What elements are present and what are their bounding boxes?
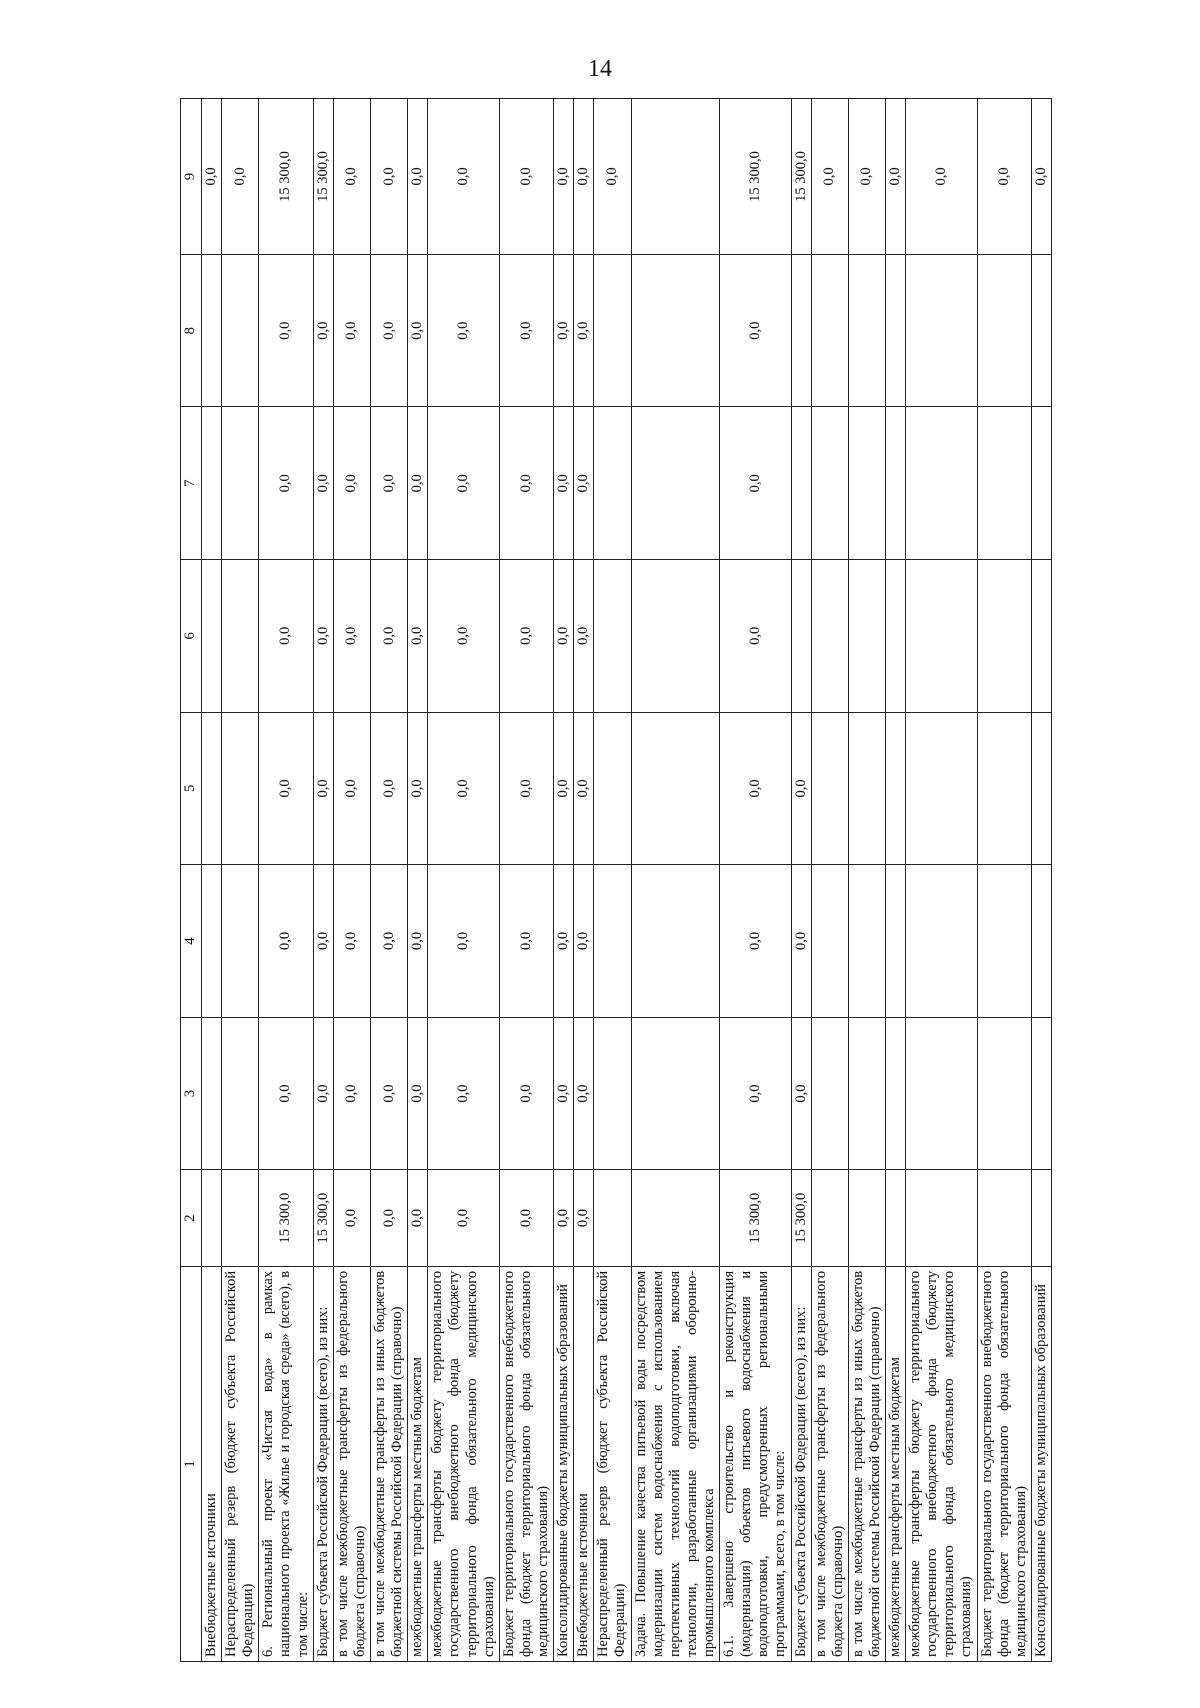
value-cell: [202, 560, 222, 713]
column-header: 8: [181, 254, 202, 407]
value-cell: 15 300,0: [720, 1170, 791, 1267]
value-cell: [631, 254, 720, 407]
value-cell: [977, 712, 1031, 865]
value-cell: [791, 407, 811, 560]
value-cell: 0,0: [408, 865, 428, 1018]
value-cell: [222, 1170, 259, 1267]
value-cell: [594, 865, 631, 1018]
value-cell: 0,0: [408, 99, 428, 255]
value-cell: 15 300,0: [259, 99, 313, 255]
row-label: Консолидированные бюджеты муниципальных образований: [554, 1266, 574, 1661]
row-label: Нераспределенный резерв (бюджет субъекта Российской Федерации): [222, 1266, 259, 1661]
value-cell: [848, 1017, 885, 1170]
value-cell: [202, 407, 222, 560]
value-cell: [811, 712, 848, 865]
value-cell: [631, 407, 720, 560]
value-cell: 0,0: [811, 99, 848, 255]
table-row: [313, 99, 333, 1662]
value-cell: 0,0: [499, 1017, 553, 1170]
value-cell: [886, 712, 906, 865]
value-cell: 0,0: [720, 1017, 791, 1170]
value-cell: [631, 560, 720, 713]
value-cell: [977, 1170, 1031, 1267]
column-header: 9: [181, 99, 202, 255]
value-cell: 0,0: [370, 560, 407, 713]
value-cell: [977, 407, 1031, 560]
value-cell: [886, 1170, 906, 1267]
value-cell: 0,0: [791, 865, 811, 1018]
value-cell: 0,0: [428, 712, 499, 865]
table-row: [811, 99, 848, 1662]
value-cell: 15 300,0: [259, 1170, 313, 1267]
row-label: Внебюджетные источники: [202, 1266, 222, 1661]
value-cell: 0,0: [791, 712, 811, 865]
value-cell: 0,0: [499, 254, 553, 407]
table-row: [594, 99, 631, 1662]
value-cell: 0,0: [499, 1170, 553, 1267]
value-cell: 0,0: [554, 865, 574, 1018]
value-cell: 0,0: [499, 865, 553, 1018]
row-label: межбюджетные трансферты местным бюджетам: [408, 1266, 428, 1661]
value-cell: [811, 1170, 848, 1267]
table-row: [906, 99, 977, 1662]
column-header: 2: [181, 1170, 202, 1267]
value-cell: [848, 254, 885, 407]
value-cell: 0,0: [333, 865, 370, 1018]
value-cell: [848, 407, 885, 560]
value-cell: 0,0: [370, 1170, 407, 1267]
value-cell: [202, 1017, 222, 1170]
row-label: Внебюджетные источники: [574, 1266, 594, 1661]
value-cell: [202, 712, 222, 865]
value-cell: 0,0: [259, 560, 313, 713]
rotated-table-container: [180, 98, 1050, 1662]
value-cell: 0,0: [259, 254, 313, 407]
value-cell: 0,0: [574, 99, 594, 255]
value-cell: [594, 254, 631, 407]
value-cell: 15 300,0: [791, 1170, 811, 1267]
row-label: Бюджет субъекта Российской Федерации (всего), из них:: [313, 1266, 333, 1661]
table-row: [886, 99, 906, 1662]
value-cell: [977, 1017, 1031, 1170]
value-cell: [222, 712, 259, 865]
value-cell: 0,0: [848, 99, 885, 255]
value-cell: 0,0: [720, 865, 791, 1018]
value-cell: 0,0: [259, 865, 313, 1018]
row-label: межбюджетные трансферты бюджету территориального государственного внебюджетного фонда (бюджету территориального фонда обязательного медицинского страхования): [428, 1266, 499, 1661]
row-label: в том числе межбюджетные трансферты из иных бюджетов бюджетной системы Российской Федерации (справочно): [848, 1266, 885, 1661]
value-cell: [202, 1170, 222, 1267]
value-cell: 0,0: [554, 712, 574, 865]
value-cell: 0,0: [1031, 99, 1051, 255]
value-cell: 0,0: [313, 560, 333, 713]
value-cell: 0,0: [333, 407, 370, 560]
value-cell: [848, 1170, 885, 1267]
value-cell: [811, 865, 848, 1018]
value-cell: [1031, 1170, 1051, 1267]
row-label: Бюджет территориального государственного внебюджетного фонда (бюджет территориального фонда обязательного медицинского страхования): [977, 1266, 1031, 1661]
value-cell: [594, 1170, 631, 1267]
value-cell: [791, 560, 811, 713]
value-cell: [631, 865, 720, 1018]
value-cell: 0,0: [408, 254, 428, 407]
value-cell: [848, 560, 885, 713]
value-cell: 0,0: [574, 1017, 594, 1170]
value-cell: [594, 712, 631, 865]
value-cell: [886, 865, 906, 1018]
table-row: [259, 99, 313, 1662]
value-cell: 0,0: [370, 99, 407, 255]
value-cell: 0,0: [574, 407, 594, 560]
value-cell: 0,0: [499, 712, 553, 865]
value-cell: [1031, 407, 1051, 560]
value-cell: [1031, 1017, 1051, 1170]
value-cell: 0,0: [428, 865, 499, 1018]
value-cell: [222, 407, 259, 560]
value-cell: 0,0: [259, 712, 313, 865]
value-cell: 0,0: [554, 1017, 574, 1170]
row-label: в том числе межбюджетные трансферты из иных бюджетов бюджетной системы Российской Федерации (справочно): [370, 1266, 407, 1661]
value-cell: [848, 712, 885, 865]
table-body: [202, 99, 1052, 1662]
table-row: [499, 99, 553, 1662]
row-label: межбюджетные трансферты бюджету территориального государственного внебюджетного фонда (бюджету территориального фонда обязательного медицинского страхования): [906, 1266, 977, 1661]
value-cell: 0,0: [370, 1017, 407, 1170]
table-row: [977, 99, 1031, 1662]
value-cell: 15 300,0: [791, 99, 811, 255]
value-cell: 0,0: [554, 560, 574, 713]
value-cell: [811, 407, 848, 560]
value-cell: 0,0: [720, 407, 791, 560]
value-cell: [1031, 712, 1051, 865]
value-cell: 0,0: [428, 254, 499, 407]
value-cell: [222, 1017, 259, 1170]
table-row: [848, 99, 885, 1662]
value-cell: [202, 254, 222, 407]
value-cell: [977, 865, 1031, 1018]
row-label: Нераспределенный резерв (бюджет субъекта Российской Федерации): [594, 1266, 631, 1661]
value-cell: 0,0: [313, 254, 333, 407]
value-cell: 0,0: [333, 712, 370, 865]
value-cell: 0,0: [428, 1170, 499, 1267]
value-cell: 0,0: [499, 407, 553, 560]
value-cell: [886, 1017, 906, 1170]
value-cell: [222, 254, 259, 407]
table-row: [333, 99, 370, 1662]
value-cell: [977, 560, 1031, 713]
value-cell: 0,0: [313, 865, 333, 1018]
value-cell: 0,0: [720, 712, 791, 865]
table-row: [631, 99, 720, 1662]
column-header: 7: [181, 407, 202, 560]
value-cell: 0,0: [594, 99, 631, 255]
row-label: межбюджетные трансферты местным бюджетам: [886, 1266, 906, 1661]
value-cell: [977, 254, 1031, 407]
value-cell: [222, 560, 259, 713]
column-header: 5: [181, 712, 202, 865]
value-cell: 0,0: [574, 1170, 594, 1267]
value-cell: 0,0: [370, 712, 407, 865]
value-cell: 0,0: [574, 254, 594, 407]
row-label: в том числе межбюджетные трансферты из федерального бюджета (справочно): [811, 1266, 848, 1661]
table-row: [408, 99, 428, 1662]
row-label: Консолидированные бюджеты муниципальных образований: [1031, 1266, 1051, 1661]
table-row: [370, 99, 407, 1662]
value-cell: 0,0: [370, 254, 407, 407]
row-label: 6.1. Завершено строительство и реконструкция (модернизация) объектов питьевого водоснабжения и водоподготовки, предусмотренных региональными программами, всего, в том числе:: [720, 1266, 791, 1661]
table-row: [428, 99, 499, 1662]
value-cell: 0,0: [554, 254, 574, 407]
value-cell: [222, 865, 259, 1018]
table-row: [202, 99, 222, 1662]
value-cell: 0,0: [428, 99, 499, 255]
value-cell: 0,0: [906, 99, 977, 255]
row-label: Задача. Повышение качества питьевой воды посредством модернизации систем водоснабжения с использованием перспективных технологий водоподготовки, включая технологии, разработанные организациями оборонно-промышленного комплекса: [631, 1266, 720, 1661]
value-cell: 15 300,0: [720, 99, 791, 255]
value-cell: 0,0: [720, 560, 791, 713]
column-header: 4: [181, 865, 202, 1018]
value-cell: [631, 99, 720, 255]
value-cell: [202, 865, 222, 1018]
value-cell: 0,0: [408, 1170, 428, 1267]
value-cell: 0,0: [408, 712, 428, 865]
value-cell: [848, 865, 885, 1018]
value-cell: 0,0: [499, 99, 553, 255]
table-row: [222, 99, 259, 1662]
value-cell: [906, 1017, 977, 1170]
value-cell: [791, 254, 811, 407]
value-cell: [811, 1017, 848, 1170]
value-cell: 0,0: [886, 99, 906, 255]
value-cell: 0,0: [428, 560, 499, 713]
value-cell: 0,0: [202, 99, 222, 255]
column-header: 6: [181, 560, 202, 713]
row-label: 6. Региональный проект «Чистая вода» в рамках национального проекта «Жилье и городская среда» (всего), в том числе:: [259, 1266, 313, 1661]
value-cell: [906, 1170, 977, 1267]
value-cell: 0,0: [499, 560, 553, 713]
value-cell: [1031, 865, 1051, 1018]
value-cell: 0,0: [333, 1170, 370, 1267]
value-cell: 0,0: [333, 99, 370, 255]
value-cell: 0,0: [333, 254, 370, 407]
row-label: Бюджет территориального государственного внебюджетного фонда (бюджет территориального фонда обязательного медицинского страхования): [499, 1266, 553, 1661]
value-cell: 15 300,0: [313, 1170, 333, 1267]
value-cell: 0,0: [259, 407, 313, 560]
value-cell: 0,0: [574, 865, 594, 1018]
value-cell: [906, 407, 977, 560]
value-cell: [906, 560, 977, 713]
table-row: [791, 99, 811, 1662]
value-cell: [594, 1017, 631, 1170]
value-cell: 15 300,0: [313, 99, 333, 255]
value-cell: [906, 712, 977, 865]
value-cell: [906, 865, 977, 1018]
value-cell: [631, 712, 720, 865]
value-cell: 0,0: [720, 254, 791, 407]
value-cell: 0,0: [977, 99, 1031, 255]
row-label: Бюджет субъекта Российской Федерации (всего), из них:: [791, 1266, 811, 1661]
value-cell: [886, 254, 906, 407]
table-row: [554, 99, 574, 1662]
value-cell: 0,0: [554, 407, 574, 560]
value-cell: 0,0: [222, 99, 259, 255]
value-cell: [594, 560, 631, 713]
value-cell: 0,0: [554, 1170, 574, 1267]
budget-table: [180, 98, 1052, 1662]
column-header: 3: [181, 1017, 202, 1170]
value-cell: 0,0: [333, 560, 370, 713]
value-cell: 0,0: [313, 1017, 333, 1170]
value-cell: 0,0: [408, 407, 428, 560]
value-cell: [1031, 560, 1051, 713]
value-cell: [1031, 254, 1051, 407]
table-row: [720, 99, 791, 1662]
table-row: [1031, 99, 1051, 1662]
value-cell: 0,0: [791, 1017, 811, 1170]
value-cell: 0,0: [370, 865, 407, 1018]
value-cell: 0,0: [554, 99, 574, 255]
value-cell: [631, 1170, 720, 1267]
value-cell: 0,0: [408, 560, 428, 713]
value-cell: 0,0: [428, 1017, 499, 1170]
value-cell: [811, 560, 848, 713]
value-cell: [886, 407, 906, 560]
value-cell: 0,0: [313, 407, 333, 560]
value-cell: 0,0: [574, 712, 594, 865]
value-cell: 0,0: [313, 712, 333, 865]
value-cell: 0,0: [428, 407, 499, 560]
value-cell: 0,0: [259, 1017, 313, 1170]
value-cell: [631, 1017, 720, 1170]
value-cell: 0,0: [370, 407, 407, 560]
table-header-row: [181, 99, 202, 1662]
value-cell: [594, 407, 631, 560]
value-cell: [886, 560, 906, 713]
value-cell: [811, 254, 848, 407]
column-header: 1: [181, 1266, 202, 1661]
page-number: 14: [588, 56, 612, 82]
value-cell: 0,0: [574, 560, 594, 713]
table-row: [574, 99, 594, 1662]
value-cell: 0,0: [333, 1017, 370, 1170]
row-label: в том числе межбюджетные трансферты из федерального бюджета (справочно): [333, 1266, 370, 1661]
value-cell: [906, 254, 977, 407]
value-cell: 0,0: [408, 1017, 428, 1170]
